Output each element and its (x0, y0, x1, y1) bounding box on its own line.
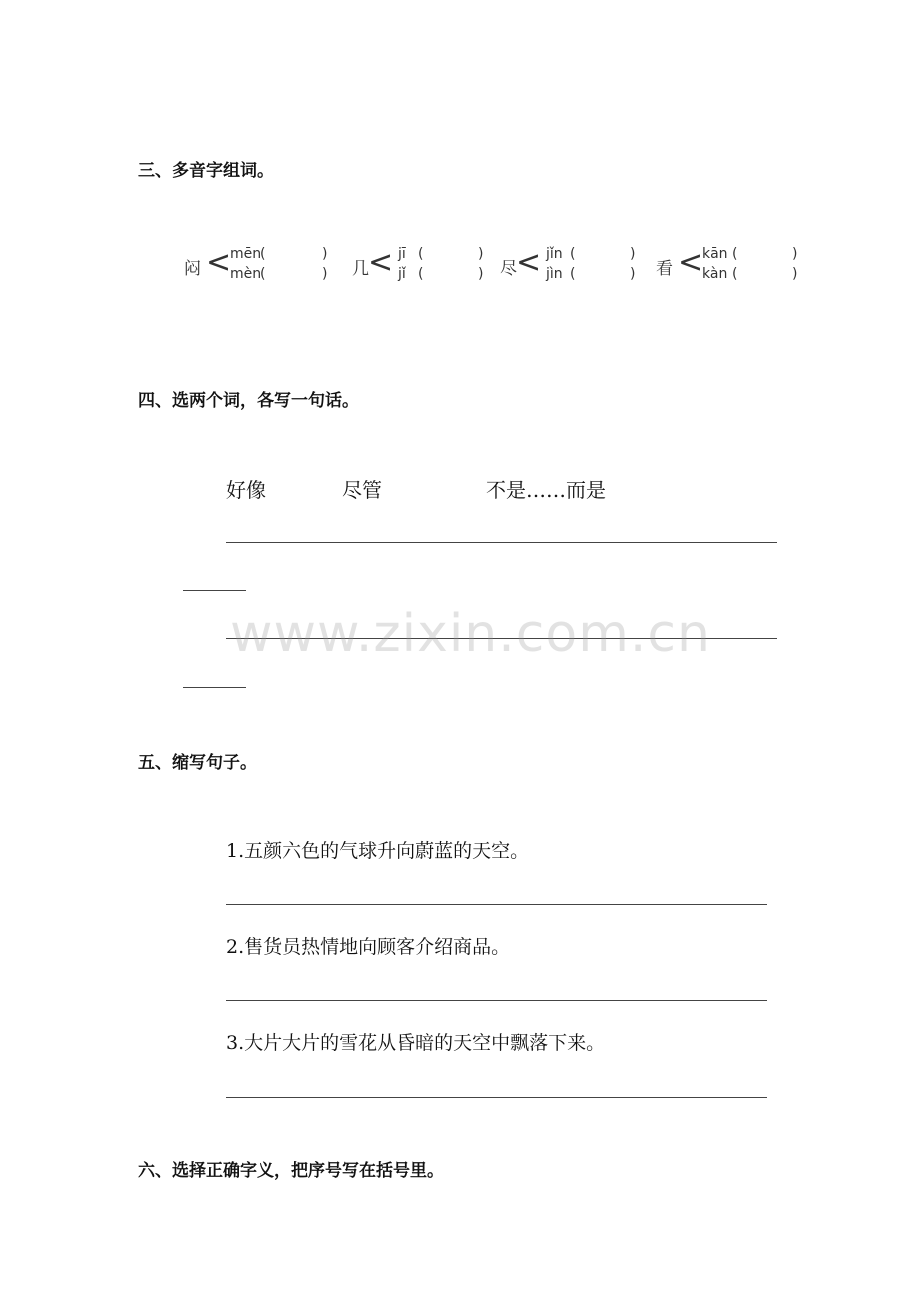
paren-open: ( (732, 246, 738, 262)
pinyin-bottom: mèn (230, 266, 262, 282)
paren-close: ) (478, 266, 484, 282)
sentence-item: 2.售货员热情地向顾客介绍商品。 (226, 936, 511, 958)
brace-icon: < (678, 245, 704, 280)
paren-open: ( (732, 266, 738, 282)
answer-line[interactable] (226, 904, 767, 905)
polyphone-char: 闷 (184, 259, 201, 279)
paren-close: ) (630, 246, 636, 262)
polyphone-group-kan (656, 242, 806, 292)
polyphone-group-ji (352, 242, 492, 292)
pinyin-top: jǐn (546, 246, 563, 262)
paren-open: ( (260, 246, 266, 262)
paren-close: ) (792, 246, 798, 262)
paren-close: ) (792, 266, 798, 282)
word-option: 尽管 (342, 478, 382, 502)
polyphone-char: 看 (656, 259, 673, 279)
pinyin-bottom: jìn (546, 266, 563, 282)
answer-line[interactable] (226, 638, 777, 639)
answer-line-continuation[interactable] (183, 687, 246, 688)
pinyin-top: mēn (230, 246, 262, 262)
paren-open: ( (260, 266, 266, 282)
pinyin-top: jī (398, 246, 406, 262)
brace-icon: < (206, 245, 232, 280)
answer-line[interactable] (226, 542, 777, 543)
polyphone-char: 几 (352, 259, 369, 279)
brace-icon: < (516, 245, 542, 280)
section-6-title: 六、选择正确字义，把序号写在括号里。 (138, 1161, 444, 1181)
sentence-item: 3.大片大片的雪花从昏暗的天空中飘落下来。 (226, 1032, 606, 1054)
paren-open: ( (570, 246, 576, 262)
paren-close: ) (322, 266, 328, 282)
paren-close: ) (630, 266, 636, 282)
pinyin-bottom: jǐ (398, 266, 406, 282)
section-4-title: 四、选两个词，各写一句话。 (138, 391, 359, 411)
brace-icon: < (368, 245, 394, 280)
watermark: www.zixin.com.cn (230, 604, 711, 664)
section-5-title: 五、缩写句子。 (138, 753, 257, 773)
word-option: 不是……而是 (486, 478, 606, 502)
paren-open: ( (570, 266, 576, 282)
paren-open: ( (418, 266, 424, 282)
polyphone-char: 尽 (500, 259, 517, 279)
paren-open: ( (418, 246, 424, 262)
answer-line-continuation[interactable] (183, 590, 246, 591)
pinyin-top: kān (702, 246, 728, 262)
paren-close: ) (478, 246, 484, 262)
answer-line[interactable] (226, 1000, 767, 1001)
paren-close: ) (322, 246, 328, 262)
sentence-item: 1.五颜六色的气球升向蔚蓝的天空。 (226, 840, 530, 862)
section-3-title: 三、多音字组词。 (138, 161, 274, 181)
word-option: 好像 (226, 478, 266, 502)
answer-line[interactable] (226, 1097, 767, 1098)
polyphone-group-jin (500, 242, 650, 292)
polyphone-group-men (184, 242, 334, 292)
pinyin-bottom: kàn (702, 266, 728, 282)
